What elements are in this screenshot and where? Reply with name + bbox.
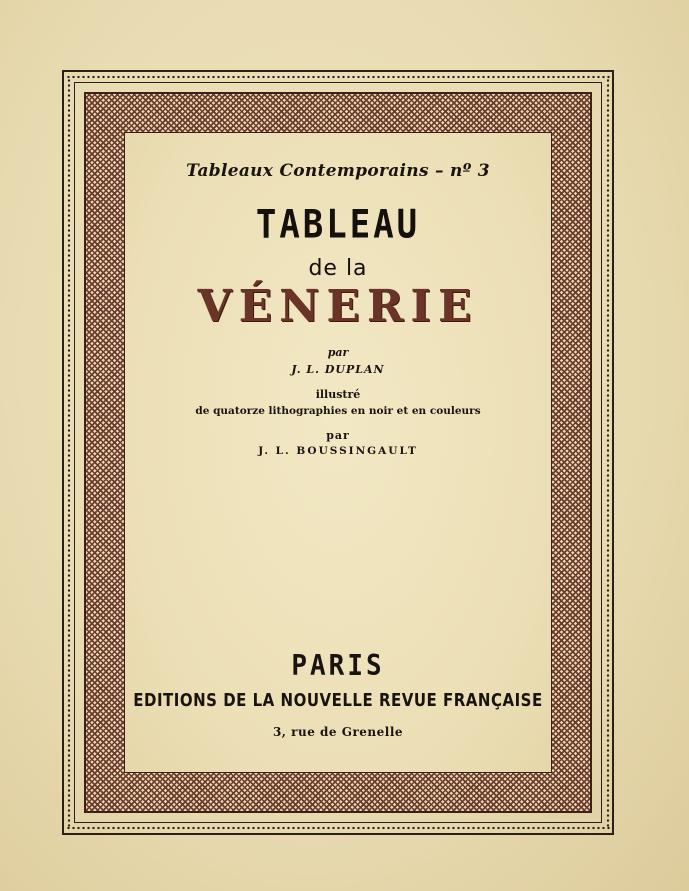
dotted-border-left [67, 78, 71, 828]
par-author-label: par [327, 346, 349, 359]
illustrator-name: J. L. BOUSSINGAULT [258, 445, 418, 457]
dotted-border-right [606, 78, 610, 828]
title-line-3: VÉNERIE [197, 281, 479, 332]
title-line-2: de la [308, 256, 368, 281]
publisher-name: EDITIONS DE LA NOUVELLE REVUE FRANÇAISE [133, 689, 543, 711]
author-name: J. L. DUPLAN [291, 363, 385, 376]
series-title: Tableaux Contemporains – nº 3 [186, 161, 490, 181]
par-illustrator-label: par [326, 429, 350, 442]
title-panel [124, 132, 552, 773]
title-line-1: TABLEAU [255, 202, 421, 248]
dotted-border-bottom [66, 826, 610, 830]
publisher-address: 3, rue de Grenelle [272, 725, 404, 739]
illustrated-label: illustré [315, 388, 361, 401]
dotted-border-top [66, 75, 610, 79]
publication-city: PARIS [291, 649, 385, 683]
illustration-description: de quatorze lithographies en noir et en couleurs [195, 405, 481, 417]
